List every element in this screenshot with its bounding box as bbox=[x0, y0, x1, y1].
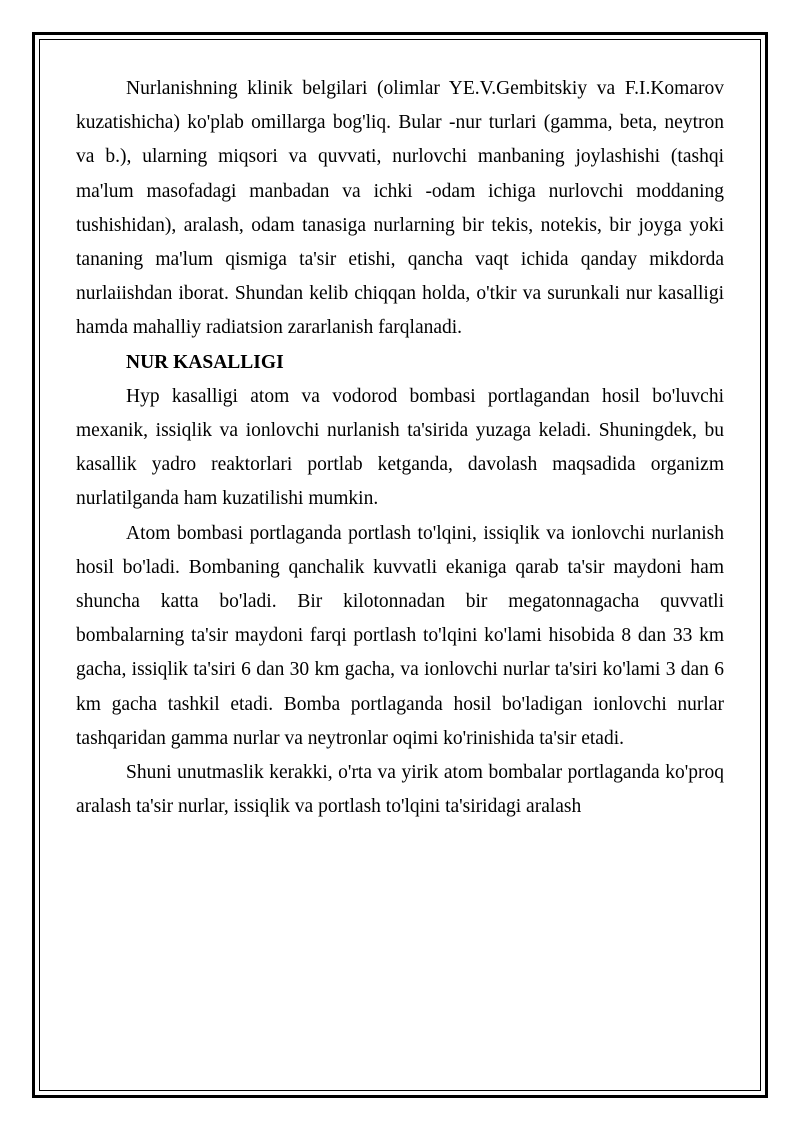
section-heading: NUR KASALLIGI bbox=[126, 351, 284, 373]
paragraph: Nurlanishning klinik belgilari (olimlar YE.V.Gembitskiy va F.I.Komarov kuzatishicha) ko'plab omillarga bog'liq. Bular -nur turlari (gamma, beta, neytron va b.), ularning miqsori va quvvati, nurlovchi manbaning joylashishi (tashqi ma'lum masofadagi manbadan va ichki -odam ichiga nurlovchi moddaning tushishidan), aralash, odam tanasiga nurlarning bir tekis, notekis, bir joyga yoki tananing ma'lum qismiga ta'sir etishi, qancha vaqt ichida qanday mikdorda nurlaiishdan iborat. Shundan kelib chiqqan holda, o'tkir va surunkali nur kasalligi hamda mahalliy radiatsion zararlanish farqlanadi. bbox=[76, 78, 724, 339]
paragraph: Atom bombasi portlaganda portlash to'lqini, issiqlik va ionlovchi nurlanish hosil bo'ladi. Bombaning qanchalik kuvvatli ekaniga qarab ta'sir maydoni ham shuncha katta bo'ladi. Bir kilotonnadan bir megatonnagacha quvvatli bombalarning ta'sir maydoni farqi portlash to'lqini ko'lami hisobida 8 dan 33 km gacha, issiqlik ta'siri 6 dan 30 km gacha, va ionlovchi nurlar ta'siri ko'lami 3 dan 6 km gacha tashkil etadi. Bomba portlaganda hosil bo'ladigan ionlovchi nurlar tashqaridan gamma nurlar va neytronlar oqimi ko'rinishida ta'sir etadi. bbox=[76, 522, 724, 749]
paragraph: Shuni unutmaslik kerakki, o'rta va yirik atom bombalar portlaganda ko'proq aralash ta'sir nurlar, issiqlik va portlash to'lqini ta'siridagi aralash bbox=[76, 762, 724, 818]
paragraph: Hyp kasalligi atom va vodorod bombasi portlagandan hosil bo'luvchi mexanik, issiqlik va ionlovchi nurlanish ta'sirida yuzaga keladi. Shuningdek, bu kasallik yadro reaktorlari portlab ketganda, davolash maqsadida organizm nurlatilganda ham kuzatilishi mumkin. bbox=[76, 385, 724, 510]
document-body bbox=[76, 72, 724, 824]
